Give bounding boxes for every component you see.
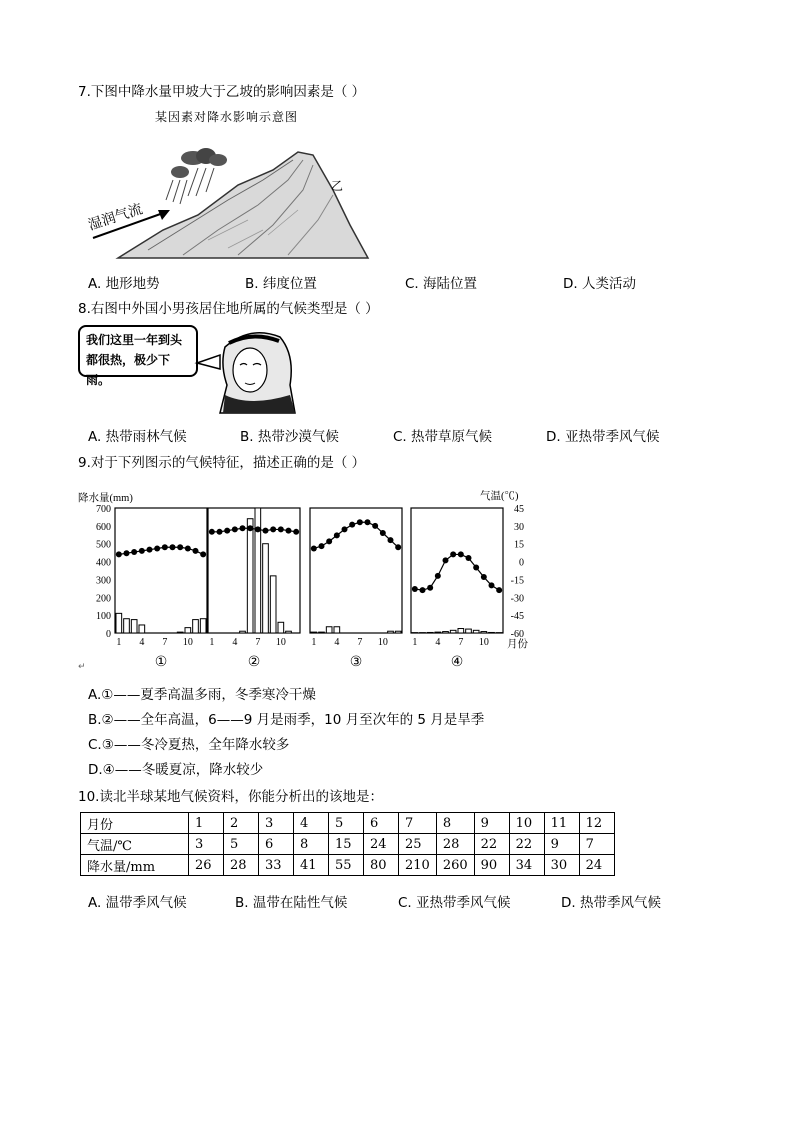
precip-bar	[286, 631, 292, 633]
chart-panel-frame	[208, 508, 300, 633]
temperature-point	[319, 543, 325, 549]
q10-stem: 10.读北半球某地气候资料，你能分析出的该地是：	[78, 789, 383, 805]
table-row-label: 降水量/mm	[81, 855, 189, 876]
left-tick-label: 700	[96, 504, 111, 515]
table-cell: 8	[436, 813, 474, 834]
x-tick-label: 1	[311, 637, 317, 648]
panel-label: ③	[349, 654, 363, 670]
right-tick-label: -45	[510, 611, 524, 623]
precip-bar	[319, 632, 325, 633]
table-cell: 210	[399, 855, 437, 876]
temperature-point	[209, 529, 215, 535]
temperature-point	[170, 544, 176, 550]
x-tick-label: 4	[139, 637, 145, 648]
precip-bar	[427, 632, 433, 633]
precip-bar	[395, 631, 401, 633]
temperature-point	[131, 549, 137, 555]
table-cell: 30	[544, 855, 579, 876]
x-tick-label: 4	[232, 637, 238, 648]
temperature-point	[116, 551, 122, 557]
temperature-point	[435, 573, 441, 579]
left-axis-label: 降水量(mm)	[78, 493, 133, 504]
temperature-point	[372, 523, 378, 529]
q7-option-a[interactable]: A. 地形地势	[88, 276, 160, 292]
precip-bar	[193, 620, 199, 633]
precip-bar	[466, 629, 472, 633]
temperature-point	[427, 585, 433, 591]
q8-option-b[interactable]: B. 热带沙漠气候	[240, 429, 339, 445]
boy-illustration	[195, 325, 305, 415]
temperature-point	[466, 555, 472, 561]
temperature-point	[293, 529, 299, 535]
x-tick-label: 10	[275, 637, 286, 648]
left-tick-label: 0	[106, 629, 111, 640]
chart-panel-frame	[411, 508, 503, 633]
precip-bar	[177, 632, 183, 633]
table-cell: 80	[364, 855, 399, 876]
temperature-point	[458, 551, 464, 557]
table-row-label: 月份	[81, 813, 189, 834]
table-row-label: 气温/℃	[81, 834, 189, 855]
temperature-point	[232, 526, 238, 532]
table-cell: 8	[294, 834, 329, 855]
chart-panel-frame	[115, 508, 207, 633]
temperature-point	[247, 525, 253, 531]
temperature-point	[278, 526, 284, 532]
temperature-point	[263, 528, 269, 534]
table-cell: 260	[436, 855, 474, 876]
precip-bar	[240, 631, 246, 633]
x-tick-label: 4	[435, 637, 441, 648]
table-cell: 90	[474, 855, 509, 876]
table-cell: 22	[509, 834, 544, 855]
table-cell: 15	[329, 834, 364, 855]
x-tick-label: 4	[334, 637, 340, 648]
table-cell: 1	[189, 813, 224, 834]
precip-bar	[450, 630, 456, 633]
precip-bar	[200, 619, 206, 633]
precip-bar	[311, 632, 317, 633]
panel-label: ④	[450, 654, 464, 670]
temperature-point	[481, 574, 487, 580]
precip-bar	[124, 619, 130, 633]
q9-option-d[interactable]: D.④——冬暖夏凉，降水较少	[88, 762, 264, 778]
temperature-point	[200, 551, 206, 557]
speech-line-2: 都很热，极少下雨。	[86, 353, 171, 387]
temperature-point	[334, 532, 340, 538]
table-cell: 7	[399, 813, 437, 834]
q9-option-b[interactable]: B.②——全年高温，6——9 月是雨季，10 月至次年的 5 月是旱季	[88, 712, 485, 728]
precip-bar	[247, 519, 253, 633]
temperature-point	[311, 545, 317, 551]
left-tick-label: 600	[96, 521, 111, 533]
q7-figure-title: 某因素对降水影响示意图	[155, 110, 299, 124]
x-tick-label: 7	[162, 637, 168, 648]
x-tick-label: 1	[209, 637, 215, 648]
table-cell: 7	[579, 834, 614, 855]
q8-option-d[interactable]: D. 亚热带季风气候	[546, 429, 660, 445]
table-cell: 34	[509, 855, 544, 876]
q8-option-c[interactable]: C. 热带草原气候	[393, 429, 493, 445]
precip-bar	[388, 631, 394, 633]
q10-option-b[interactable]: B. 温带在陆性气候	[235, 895, 348, 911]
q7-option-c[interactable]: C. 海陆位置	[405, 276, 478, 292]
table-cell: 9	[544, 834, 579, 855]
table-cell: 2	[224, 813, 259, 834]
table-cell: 55	[329, 855, 364, 876]
temperature-point	[147, 547, 153, 553]
table-row	[81, 813, 615, 834]
table-cell: 26	[189, 855, 224, 876]
x-tick-label: 10	[478, 637, 489, 648]
table-cell: 5	[329, 813, 364, 834]
right-tick-label: -60	[510, 629, 524, 640]
x-tick-label: 10	[182, 637, 193, 648]
table-row	[81, 855, 615, 876]
x-tick-label: 1	[116, 637, 122, 648]
x-tick-label: 10	[377, 637, 388, 648]
temperature-point	[154, 545, 160, 551]
right-tick-label: -15	[510, 575, 524, 587]
temperature-point	[365, 519, 371, 525]
right-tick-label: 0	[519, 557, 524, 569]
temperature-point	[450, 551, 456, 557]
precip-bar	[278, 622, 284, 633]
precip-bar	[139, 625, 145, 633]
precip-bar	[489, 632, 495, 633]
precip-bar	[116, 613, 122, 633]
temperature-point	[489, 582, 495, 588]
table-cell: 33	[259, 855, 294, 876]
climate-data-table	[80, 812, 615, 876]
table-cell: 25	[399, 834, 437, 855]
right-tick-label: 30	[514, 521, 524, 533]
temperature-point	[185, 545, 191, 551]
month-label: 月份	[507, 639, 528, 650]
precip-bar	[481, 632, 487, 633]
temperature-point	[270, 526, 276, 532]
temperature-point	[473, 565, 479, 571]
q10-option-a[interactable]: A. 温带季风气候	[88, 895, 187, 911]
left-tick-label: 200	[96, 593, 111, 605]
table-cell: 12	[579, 813, 614, 834]
speech-line-1: 我们这里一年到头	[86, 333, 183, 347]
precip-bar	[185, 628, 191, 633]
temperature-point	[286, 528, 292, 534]
temperature-point	[255, 526, 261, 532]
right-tick-label: 15	[514, 539, 524, 551]
precip-bar	[443, 632, 449, 633]
precip-bar	[263, 544, 269, 633]
right-axis-label: 气温(℃)	[480, 491, 519, 502]
table-cell: 3	[189, 834, 224, 855]
precip-bar	[270, 576, 276, 633]
table-cell: 24	[364, 834, 399, 855]
q7-stem: 7.下图中降水量甲坡大于乙坡的影响因素是（ ）	[78, 84, 366, 100]
right-tick-label: 45	[514, 504, 524, 515]
table-cell: 22	[474, 834, 509, 855]
return-mark: ↵	[78, 662, 86, 672]
climate-charts	[75, 485, 535, 675]
temperature-point	[162, 544, 168, 550]
table-cell: 4	[294, 813, 329, 834]
table-cell: 6	[364, 813, 399, 834]
table-cell: 11	[544, 813, 579, 834]
temperature-point	[496, 587, 502, 593]
table-cell: 28	[436, 834, 474, 855]
precip-bar	[458, 629, 464, 633]
panel-label: ①	[154, 654, 168, 670]
temperature-point	[380, 530, 386, 536]
temperature-point	[124, 550, 130, 556]
chart-panel-frame	[310, 508, 402, 633]
temperature-point	[357, 519, 363, 525]
temperature-point	[420, 587, 426, 593]
precip-bar	[326, 627, 332, 633]
q7-mountain-figure	[88, 130, 373, 265]
table-row	[81, 834, 615, 855]
temperature-point	[443, 557, 449, 563]
temperature-point	[342, 526, 348, 532]
q10-option-d[interactable]: D. 热带季风气候	[561, 895, 661, 911]
table-cell: 24	[579, 855, 614, 876]
temperature-point	[395, 544, 401, 550]
left-tick-label: 100	[96, 611, 111, 623]
q7-option-d[interactable]: D. 人类活动	[563, 276, 636, 292]
speech-bubble	[78, 325, 198, 387]
precip-bar	[473, 630, 479, 633]
precip-bar	[334, 627, 340, 633]
temperature-point	[388, 537, 394, 543]
x-tick-label: 7	[255, 637, 261, 648]
temperature-point	[193, 548, 199, 554]
table-cell: 5	[224, 834, 259, 855]
temperature-point	[217, 529, 223, 535]
table-cell: 28	[224, 855, 259, 876]
left-tick-label: 500	[96, 539, 111, 551]
q7-option-b[interactable]: B. 纬度位置	[245, 276, 317, 292]
x-tick-label: 7	[357, 637, 363, 648]
label-yi: 乙	[331, 179, 344, 193]
temperature-point	[412, 586, 418, 592]
table-cell: 41	[294, 855, 329, 876]
temperature-point	[139, 548, 145, 554]
temperature-point	[177, 544, 183, 550]
precip-bar	[435, 632, 441, 633]
panel-label: ②	[247, 654, 261, 670]
precip-bar	[131, 620, 137, 633]
q9-stem: 9.对于下列图示的气候特征，描述正确的是（ ）	[78, 455, 366, 471]
x-tick-label: 7	[458, 637, 464, 648]
q9-option-c[interactable]: C.③——冬冷夏热，全年降水较多	[88, 737, 290, 753]
table-cell: 9	[474, 813, 509, 834]
left-tick-label: 400	[96, 557, 111, 569]
temperature-line	[314, 522, 398, 548]
right-tick-label: -30	[510, 593, 524, 605]
q8-stem: 8.右图中外国小男孩居住地所属的气候类型是（ ）	[78, 301, 379, 317]
temperature-line	[415, 554, 499, 590]
temperature-point	[349, 522, 355, 528]
q9-option-a[interactable]: A.①——夏季高温多雨，冬季寒冷干燥	[88, 687, 316, 703]
temperature-point	[224, 528, 230, 534]
left-tick-label: 300	[96, 575, 111, 587]
cloud-icon	[171, 148, 227, 178]
table-cell: 6	[259, 834, 294, 855]
table-cell: 3	[259, 813, 294, 834]
table-cell: 10	[509, 813, 544, 834]
q8-option-a[interactable]: A. 热带雨林气候	[88, 429, 187, 445]
temperature-point	[326, 538, 332, 544]
airflow-label: 湿润气流	[86, 202, 145, 234]
temperature-point	[240, 525, 246, 531]
q10-option-c[interactable]: C. 亚热带季风气候	[398, 895, 511, 911]
x-tick-label: 1	[412, 637, 418, 648]
